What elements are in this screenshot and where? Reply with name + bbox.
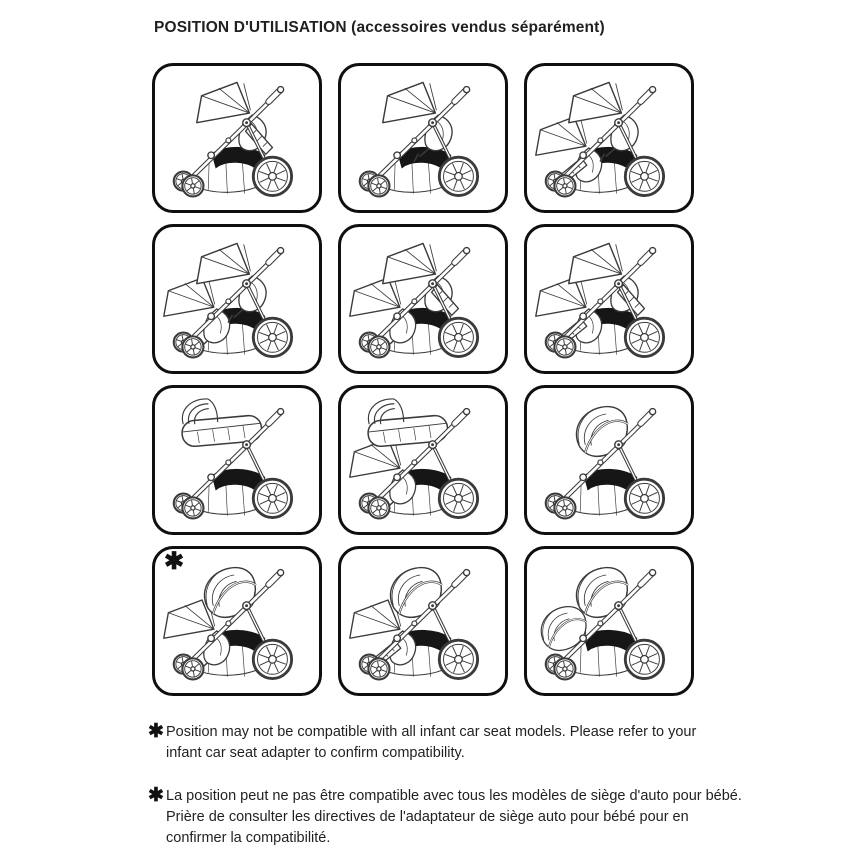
position-cell-two-seats-upper-forward-lower-parent (524, 63, 694, 213)
position-cell-single-seat-forward-facing (338, 63, 508, 213)
position-cell-two-infant-car-seats (524, 546, 694, 696)
stroller-illustration-icon (530, 69, 688, 207)
page-title: POSITION D'UTILISATION (accessoires vendus séparément) (154, 19, 605, 36)
position-cell-two-seats-both-forward (152, 224, 322, 374)
position-cell-bassinet-with-forward-facing-seat (338, 385, 508, 535)
stroller-illustration-icon (344, 552, 502, 690)
position-cell-two-seats-both-parent-facing (524, 224, 694, 374)
asterisk-icon: ✱ (148, 785, 164, 806)
stroller-illustration-icon (158, 230, 316, 368)
stroller-illustration-icon (530, 552, 688, 690)
stroller-illustration-icon (344, 69, 502, 207)
position-cell-infant-car-seat-with-parent-facing-seat (338, 546, 508, 696)
position-cell-infant-car-seat (524, 385, 694, 535)
stroller-illustration-icon (344, 391, 502, 529)
stroller-illustration-icon (158, 69, 316, 207)
stroller-illustration-icon (530, 391, 688, 529)
stroller-illustration-icon (158, 391, 316, 529)
stroller-illustration-icon (530, 230, 688, 368)
footnote-english (148, 722, 730, 764)
position-grid (152, 63, 694, 696)
footnote-french-text: La position peut ne pas être compatible avec tous les modèles de siège d'auto pour bébé. Prière de consulter les directives de l'adaptateur de siège auto pour bébé pour en confirmer la compatibilité. (166, 788, 742, 846)
footnote-french (148, 786, 744, 849)
position-cell-infant-car-seat-with-forward-seat (152, 546, 322, 696)
asterisk-icon: ✱ (148, 721, 164, 742)
position-cell-single-seat-parent-facing (152, 63, 322, 213)
footnote-english-text: Position may not be compatible with all infant car seat models. Please refer to your infant car seat adapter to confirm compatibility. (166, 724, 697, 761)
stroller-illustration-icon (344, 230, 502, 368)
position-cell-bassinet (152, 385, 322, 535)
asterisk-marker: ✱ (164, 548, 185, 575)
position-cell-two-seats-upper-parent-lower-forward (338, 224, 508, 374)
